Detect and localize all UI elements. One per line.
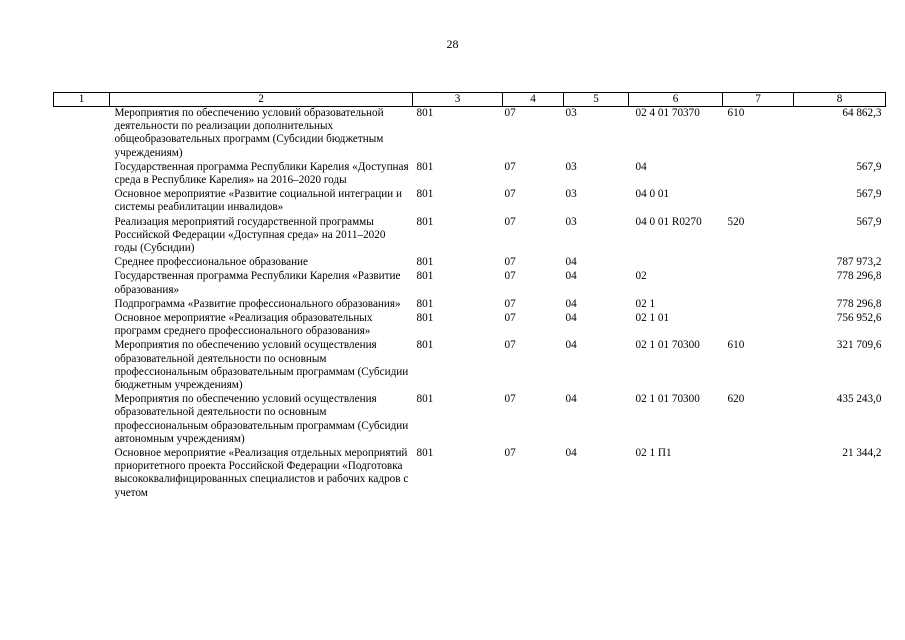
subsection-code: 03 [565,160,577,173]
amount: 567,9 [856,215,882,228]
item-name: Государственная программа Республики Карелия «Доступная среда в Республике Карелия» на 2016–2020 годы [114,160,409,187]
subsection-code: 04 [565,339,577,352]
subsection-code: 04 [565,270,577,283]
item-name: Основное мероприятие «Реализация отдельных мероприятий приоритетного проекта Российской Федерации «Подготовка высококвалифицированных специалистов и рабочих кадров с учетом [114,447,409,499]
ministry-code: 801 [416,393,434,406]
section-code: 07 [504,256,516,269]
amount: 567,9 [856,188,882,201]
section-code: 07 [504,339,516,352]
target-article-code: 04 0 01 [635,188,670,201]
item-name: Среднее профессиональное образование [114,256,309,269]
table-row [54,312,886,339]
expense-type-code [723,161,794,188]
section-code: 07 [504,270,516,283]
target-article-code: 02 1 П1 [635,447,672,460]
table-row [54,256,886,270]
subsection-code: 03 [565,107,577,119]
row-index-cell [54,447,110,501]
column-number: 3 [413,93,503,107]
amount: 778 296,8 [836,297,882,310]
ministry-code: 801 [416,447,434,460]
row-index-cell [54,393,110,447]
item-name: Мероприятия по обеспечению условий осуществления образовательной деятельности по основным профессиональным образовательным программам (Субсидии бюджетным учреждениям) [114,339,409,392]
amount: 21 344,2 [842,447,882,460]
expense-type-code [723,270,794,297]
subsection-code: 03 [565,188,577,201]
table-row [54,161,886,188]
amount: 435 243,0 [836,393,882,406]
subsection-code: 04 [565,447,577,460]
expense-type-code [723,256,794,270]
ministry-code: 801 [416,270,434,283]
amount: 778 296,8 [836,270,882,283]
row-index-cell [54,312,110,339]
expense-type-code: 610 [727,107,745,119]
expense-type-code [723,312,794,339]
item-name: Реализация мероприятий государственной программы Российской Федерации «Доступная среда» на 2011–2020 годы (Субсидии) [114,215,386,255]
column-number-header [54,93,886,107]
target-article-code [629,256,723,270]
column-number: 4 [503,93,564,107]
item-name: Подпрограмма «Развитие профессионального образования» [114,297,401,310]
column-number: 5 [564,93,629,107]
expense-type-code [723,298,794,312]
amount: 787 973,2 [836,256,882,269]
target-article-code: 02 4 01 70370 [635,107,700,119]
item-name: Государственная программа Республики Карелия «Развитие образования» [114,270,401,296]
item-name: Мероприятия по обеспечению условий образовательной деятельности по реализации дополнительных общеобразовательных программ (Субсидии бюджетным учреждениям) [114,107,384,159]
ministry-code: 801 [416,312,434,325]
row-index-cell [54,298,110,312]
expense-type-code: 610 [727,339,745,352]
subsection-code: 04 [565,256,577,269]
section-code: 07 [504,297,516,310]
amount: 321 709,6 [836,339,882,352]
target-article-code: 02 1 [635,297,656,310]
row-index-cell [54,188,110,215]
row-index-cell [54,161,110,188]
item-name: Основное мероприятие «Развитие социальной интеграции и системы реабилитации инвалидов» [114,188,402,214]
target-article-code: 02 [635,270,647,283]
target-article-code: 04 [635,160,647,173]
section-code: 07 [504,188,516,201]
column-number: 1 [54,93,110,107]
target-article-code: 02 1 01 [635,312,670,325]
table-row [54,339,886,393]
expense-type-code [723,188,794,215]
section-code: 07 [504,215,516,228]
column-number: 7 [723,93,794,107]
column-number: 6 [629,93,723,107]
row-index-cell [54,107,110,161]
item-name: Основное мероприятие «Реализация образовательных программ среднего профессионального образования» [114,312,373,338]
budget-table [53,92,886,501]
ministry-code: 801 [416,339,434,352]
row-index-cell [54,216,110,257]
column-number: 2 [110,93,413,107]
ministry-code: 801 [416,215,434,228]
section-code: 07 [504,393,516,406]
table-row [54,393,886,447]
item-name: Мероприятия по обеспечению условий осуществления образовательной деятельности по основным профессиональным образовательным программам (Субсидии автономным учреждениям) [114,393,409,445]
table-row [54,298,886,312]
amount: 567,9 [856,160,882,173]
target-article-code: 04 0 01 R0270 [635,215,702,228]
subsection-code: 04 [565,297,577,310]
subsection-code: 04 [565,393,577,406]
table-row [54,216,886,257]
subsection-code: 03 [565,215,577,228]
ministry-code: 801 [416,256,434,269]
table-row [54,188,886,215]
section-code: 07 [504,312,516,325]
target-article-code: 02 1 01 70300 [635,339,700,352]
expense-type-code: 620 [727,393,745,406]
subsection-code: 04 [565,312,577,325]
table-row [54,107,886,161]
expense-type-code [723,447,794,501]
ministry-code: 801 [416,160,434,173]
row-index-cell [54,256,110,270]
row-index-cell [54,339,110,393]
section-code: 07 [504,160,516,173]
table-row [54,447,886,501]
ministry-code: 801 [416,188,434,201]
expense-type-code: 520 [727,215,745,228]
section-code: 07 [504,447,516,460]
column-number: 8 [794,93,886,107]
amount: 64 862,3 [842,107,882,119]
target-article-code: 02 1 01 70300 [635,393,700,406]
row-index-cell [54,270,110,297]
ministry-code: 801 [416,107,434,119]
amount: 756 952,6 [836,312,882,325]
table-row [54,270,886,297]
section-code: 07 [504,107,516,119]
ministry-code: 801 [416,297,434,310]
page-number: 28 [446,37,459,51]
